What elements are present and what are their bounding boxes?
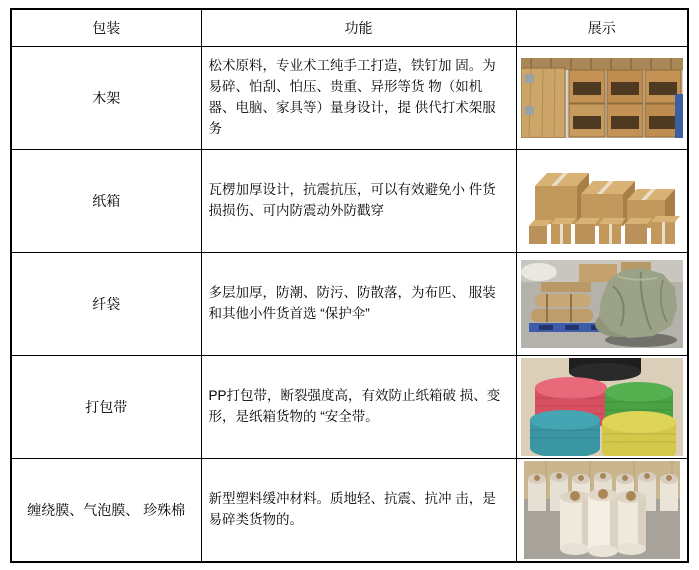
table-row xyxy=(11,150,688,253)
table-row xyxy=(11,459,688,562)
function-text-cell: 松术原料，专业术工纯手工打造，铁钉加 固。为易碎、怕刮、怕压、贵重、异形等货 物（如机器、电脑、家具等）量身设计，提 供代打术架服务 xyxy=(201,47,516,150)
display-image-cell xyxy=(516,459,688,562)
table-row xyxy=(11,253,688,356)
package-name-cell: 打包带 xyxy=(11,356,201,459)
header-function: 功能 xyxy=(201,9,516,47)
display-image-cell xyxy=(516,356,688,459)
carton-boxes-image xyxy=(521,152,683,250)
package-name-cell: 缠绕膜、气泡膜、 珍殊棉 xyxy=(11,459,201,562)
header-package: 包装 xyxy=(11,9,201,47)
package-name-cell: 纤袋 xyxy=(11,253,201,356)
wood-crates-image xyxy=(521,58,683,138)
display-image-cell xyxy=(516,47,688,150)
function-text-cell: PP打包带，断裂强度高，有效防止纸箱破 损、变形，是纸箱货物的 “安全带。 xyxy=(201,356,516,459)
stretch-film-rolls-image xyxy=(524,461,680,559)
package-name-cell: 木架 xyxy=(11,47,201,150)
package-name-cell: 纸箱 xyxy=(11,150,201,253)
display-image-cell xyxy=(516,253,688,356)
function-text-cell: 瓦楞加厚设计，抗震抗压，可以有效避免小 件货损损伤、可内防震动外防戳穿 xyxy=(201,150,516,253)
woven-bags-image xyxy=(521,260,683,348)
function-text-cell: 多层加厚，防潮、防污、防散落，为布匹、 服装和其他小件货首选 “保护伞” xyxy=(201,253,516,356)
display-image-cell xyxy=(516,150,688,253)
table-row xyxy=(11,356,688,459)
table-row xyxy=(11,47,688,150)
packaging-table xyxy=(10,8,689,563)
strapping-rolls-image xyxy=(521,358,683,456)
function-text-cell: 新型塑料缓冲材料。质地轻、抗震、抗冲 击，是易碎类货物的。 xyxy=(201,459,516,562)
header-display: 展示 xyxy=(516,9,688,47)
table-header-row xyxy=(11,9,688,47)
